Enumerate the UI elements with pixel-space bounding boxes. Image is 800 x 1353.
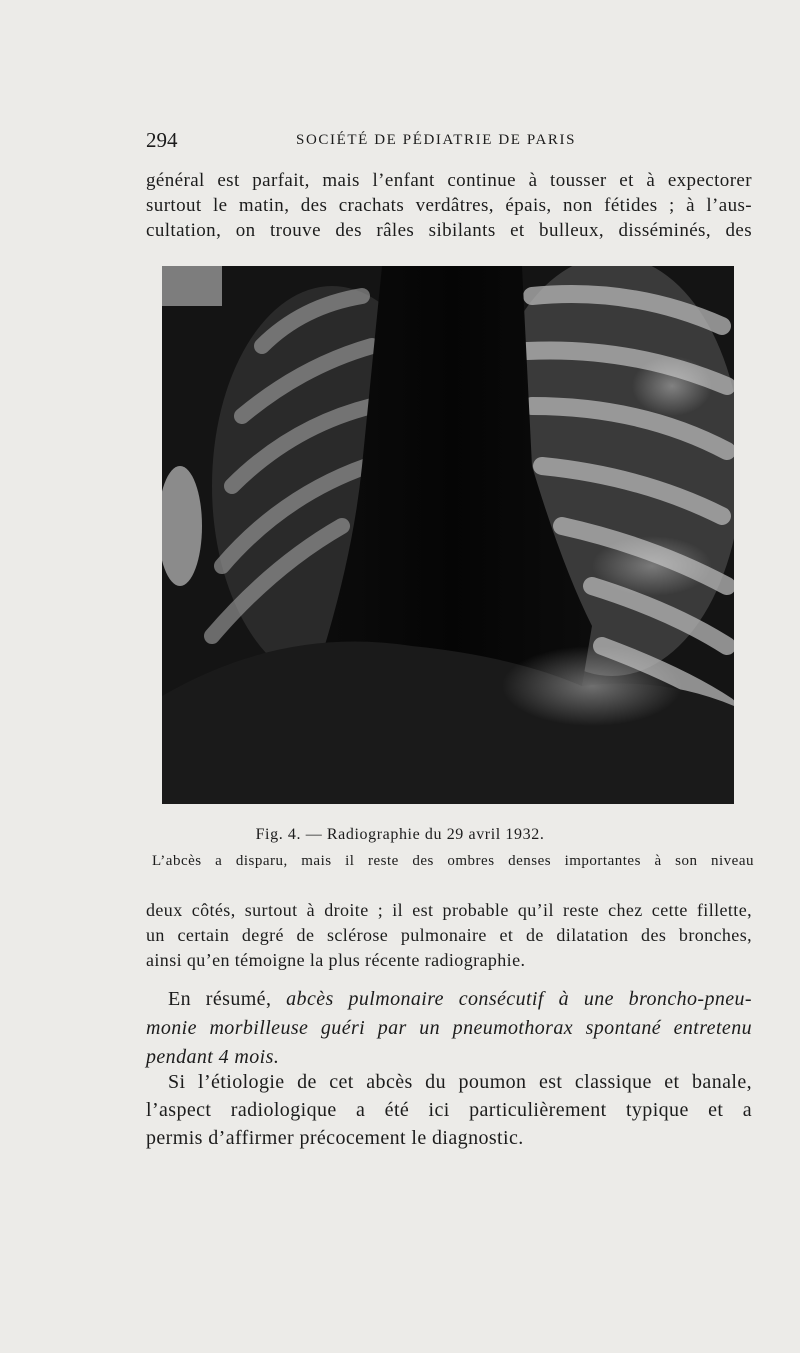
text-line: cultation, on trouve des râles sibilants et bulleux, disséminés, des [146,220,752,241]
paragraph-body [146,898,752,973]
text-line: permis d’affirmer précocement le diagnostic. [146,1127,524,1149]
paragraph-conclusion [146,1068,752,1152]
summary-italic: monie morbilleuse guéri par un pneumothorax spontané entretenu [146,1017,752,1039]
text-line: surtout le matin, des crachats verdâtres, épais, non fétides ; à l’aus- [146,195,752,216]
text-line [146,1014,752,1043]
summary-italic: pendant 4 mois. [146,1046,280,1068]
page-number: 294 [146,128,178,152]
text-line: deux côtés, surtout à droite ; il est probable qu’il reste chez cette fillette, [146,900,752,920]
text-line: l’aspect radiologique a été ici particulièrement typique et a [146,1099,752,1121]
figure-caption-text: L’abcès a disparu, mais il reste des ombres denses importantes à son niveau [152,853,754,869]
text-line: Si l’étiologie de cet abcès du poumon est classique et banale, [168,1071,752,1093]
paragraph-summary [146,985,752,1072]
text-line: ainsi qu’en témoigne la plus récente radiographie. [146,950,526,970]
text-line: général est parfait, mais l’enfant continue à tousser et à expectorer [146,170,752,191]
figure-caption-title: Fig. 4. — Radiographie du 29 avril 1932. [255,826,545,843]
text-line [146,985,752,1014]
text-line: un certain degré de sclérose pulmonaire et de dilatation des bronches, [146,925,752,945]
running-head: SOCIÉTÉ DE PÉDIATRIE DE PARIS [296,132,577,148]
radiograph-image [162,266,734,804]
chest-radiograph-figure [162,266,734,804]
summary-prefix: En résumé, [168,988,287,1010]
page-header [146,128,746,158]
summary-italic: abcès pulmonaire consécutif à une broncho-pneu- [286,988,752,1010]
paragraph-continued [146,168,752,243]
